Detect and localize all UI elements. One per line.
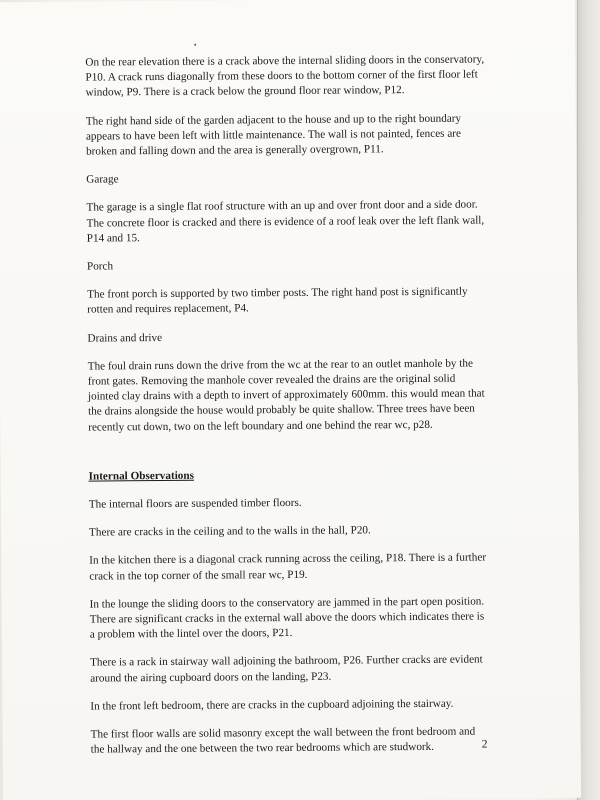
paragraph-internal-floors: The internal floors are suspended timber floors. [88, 496, 302, 511]
background-surface [577, 0, 600, 800]
paragraph-lounge: In the lounge the sliding doors to the conservatory are jammed in the part open position. There are significant cracks in the external wall above the doors which indicates there is a problem with the lintel over the doors, P21. [89, 595, 485, 641]
paragraph-stairway: There is a rack in stairway wall adjoining the bathroom, P26. Further cracks are evident around the airing cupboard doors on the landing, P23. [90, 653, 483, 685]
heading-garage: Garage [86, 173, 119, 186]
page-number: 2 [481, 738, 488, 751]
paragraph-front-bedroom: In the front left bedroom, there are cracks in the cupboard adjoining the stairway. [90, 697, 454, 713]
page-content [85, 52, 491, 771]
paragraph-drains: The foul drain runs down the drive from the wc at the rear to an outlet manhole by the front gates. Removing the manhole cover revealed the drains are the original solid jointed clay drains with a depth to invert of approximately 600mm. this would mean that the drains alongside the house would probably be quite shallow. Three trees have been recently cut down, two on the left boundary and one behind the rear wc, p28. [87, 357, 485, 434]
paragraph-first-floor-walls: The first floor walls are solid masonry except the wall between the front bedroom and the hallway and the one between the two rear bedrooms which are studwork. [90, 725, 476, 756]
paper-speck [194, 44, 196, 46]
paragraph-kitchen: In the kitchen there is a diagonal crack running across the ceiling, P18. There is a further crack in the top corner of the small rear wc, P19. [89, 551, 487, 583]
paragraph-garage: The garage is a single flat roof structure with an up and over front door and a side door. The concrete floor is cracked and there is evidence of a roof leak over the left flank wall, P14 and 15. [86, 198, 485, 245]
paragraph-hall: There are cracks in the ceiling and to the walls in the hall, P20. [88, 524, 371, 539]
heading-porch: Porch [86, 260, 114, 273]
section-title-internal: Internal Observations [88, 469, 194, 483]
paragraph-rear-elevation: On the rear elevation there is a crack above the internal sliding doors in the conservatory, P10. A crack runs diagonally from these doors to the bottom corner of the first floor left window, P9. There is a crack below the ground floor rear window, P12. [85, 53, 485, 99]
paragraph-garden: The right hand side of the garden adjacent to the house and up to the right boundary appears to have been left with little maintenance. The wall is not painted, fences are broken and falling down and the area is generally overgrown, P11. [85, 112, 462, 158]
heading-drains: Drains and drive [87, 331, 163, 345]
paragraph-porch: The front porch is supported by two timber posts. The right hand post is significantly rotten and requires replacement, P4. [87, 285, 468, 317]
